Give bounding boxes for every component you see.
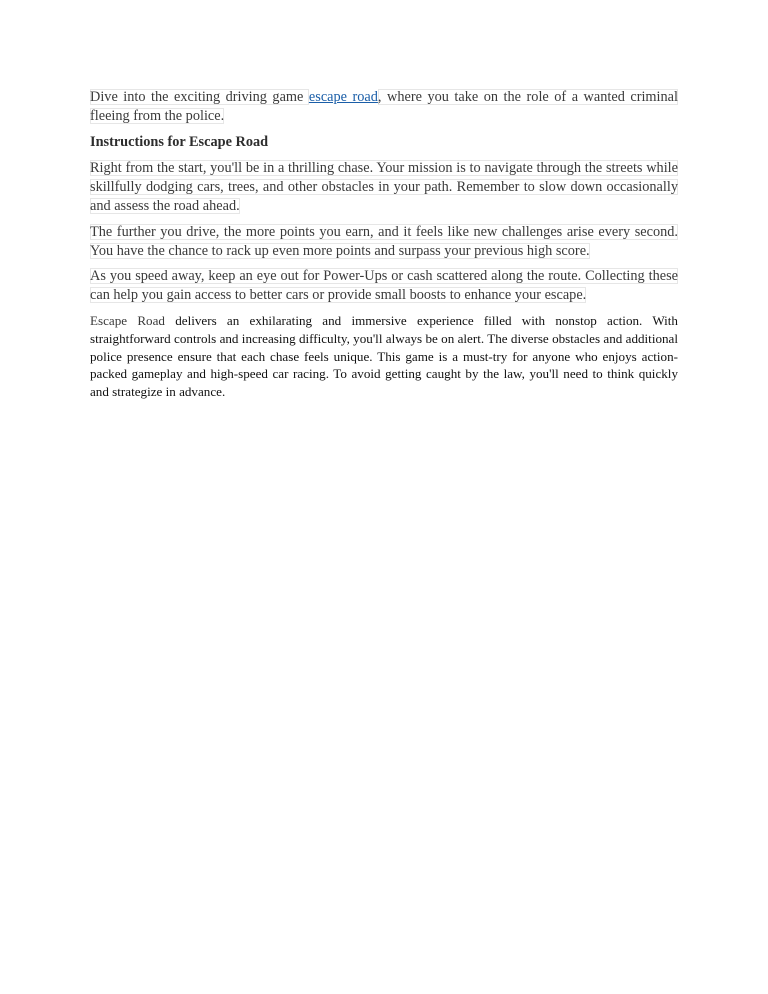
intro-text-after: , where you take on the role of a wanted criminal fleeing from the police. (90, 89, 678, 124)
section-heading: Instructions for Escape Road (90, 133, 269, 150)
document-body (90, 88, 678, 401)
closing-rest: delivers an exhilarating and immersive experience filled with nonstop action. With straightforward controls and increasing difficulty, you'll always be on alert. The diverse obstacles and additional police presence ensure that each chase feels unique. This game is a must-try for anyone who enjoys action-packed gameplay and high-speed car racing. To avoid getting caught by the law, you'll need to think quickly and strategize in advance. (90, 312, 678, 400)
closing-paragraph (90, 312, 678, 401)
intro-text-before: Dive into the exciting driving game (90, 89, 309, 105)
paragraph-chase (90, 159, 678, 215)
paragraph-chase-text: Right from the start, you'll be in a thrilling chase. Your mission is to navigate through the streets while skillfully dodging cars, trees, and other obstacles in your path. Remember to slow down occasionally and assess the road ahead. (90, 160, 678, 214)
escape-road-link[interactable]: escape road (308, 89, 378, 105)
paragraph-powerups (90, 267, 678, 305)
paragraph-points (90, 223, 678, 261)
paragraph-points-text: The further you drive, the more points you earn, and it feels like new challenges arise every second. You have the chance to rack up even more points and surpass your previous high score. (90, 223, 678, 259)
intro-paragraph (90, 88, 678, 126)
paragraph-powerups-text: As you speed away, keep an eye out for Power-Ups or cash scattered along the route. Collecting these can help you gain access to better cars or provide small boosts to enhance your escape. (90, 268, 678, 304)
closing-lead: Escape Road (90, 312, 165, 328)
